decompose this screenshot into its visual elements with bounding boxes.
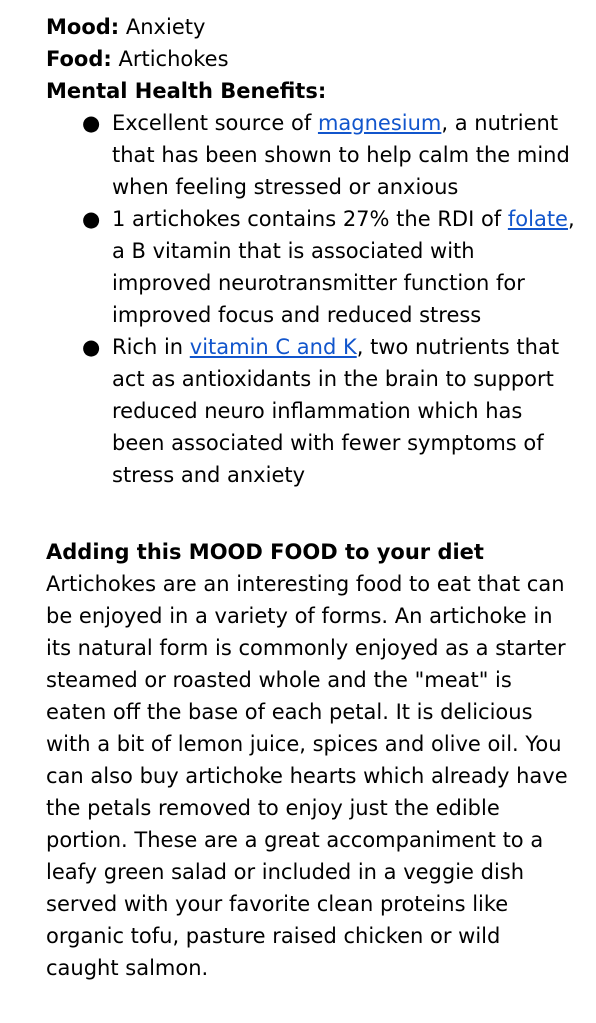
bullet-icon: ● bbox=[82, 111, 101, 135]
mood-value: Anxiety bbox=[125, 15, 206, 39]
benefit-text-pre: 1 artichokes contains 27% the RDI of bbox=[112, 207, 508, 231]
document-body bbox=[46, 11, 576, 984]
food-line bbox=[46, 43, 576, 75]
benefit-item-magnesium bbox=[46, 107, 576, 203]
bullet-icon: ● bbox=[82, 207, 101, 231]
benefit-text-post: , a nutrient that has been shown to help calm the mind when feeling stressed or anxious bbox=[112, 111, 570, 199]
mood-line bbox=[46, 11, 576, 43]
diet-heading: Adding this MOOD FOOD to your diet bbox=[46, 540, 484, 564]
benefit-item-folate bbox=[46, 203, 576, 331]
bullet-icon: ● bbox=[82, 335, 101, 359]
diet-paragraph: Artichokes are an interesting food to eat that can be enjoyed in a variety of forms. An artichoke in its natural form is commonly enjoyed as a starter steamed or roasted whole and the "meat" is eaten off the base of each petal. It is delicious with a bit of lemon juice, spices and olive oil. You can also buy artichoke hearts which already have the petals removed to enjoy just the edible portion. These are a great accompaniment to a leafy green salad or included in a veggie dish served with your favorite clean proteins like organic tofu, pasture raised chicken or wild caught salmon. bbox=[46, 572, 568, 980]
benefits-list bbox=[46, 107, 576, 491]
benefit-text-post: , two nutrients that act as antioxidants in the brain to support reduced neuro inflammation which has been associated with fewer symptoms of stress and anxiety bbox=[112, 335, 560, 487]
benefits-heading: Mental Health Benefits: bbox=[46, 79, 327, 103]
food-value: Artichokes bbox=[118, 47, 229, 71]
section-spacer bbox=[46, 491, 576, 536]
benefit-text-pre: Rich in bbox=[112, 335, 190, 359]
folate-link[interactable]: folate bbox=[507, 207, 568, 231]
food-label: Food: bbox=[46, 47, 112, 71]
vitamin-c-and-k-link[interactable]: vitamin C and K bbox=[189, 335, 357, 359]
benefit-text-pre: Excellent source of bbox=[112, 111, 318, 135]
magnesium-link[interactable]: magnesium bbox=[317, 111, 442, 135]
benefit-item-vitamins bbox=[46, 331, 576, 491]
mood-label: Mood: bbox=[46, 15, 120, 39]
benefit-text-post: , a B vitamin that is associated with improved neurotransmitter function for improved focus and reduced stress bbox=[112, 207, 575, 327]
